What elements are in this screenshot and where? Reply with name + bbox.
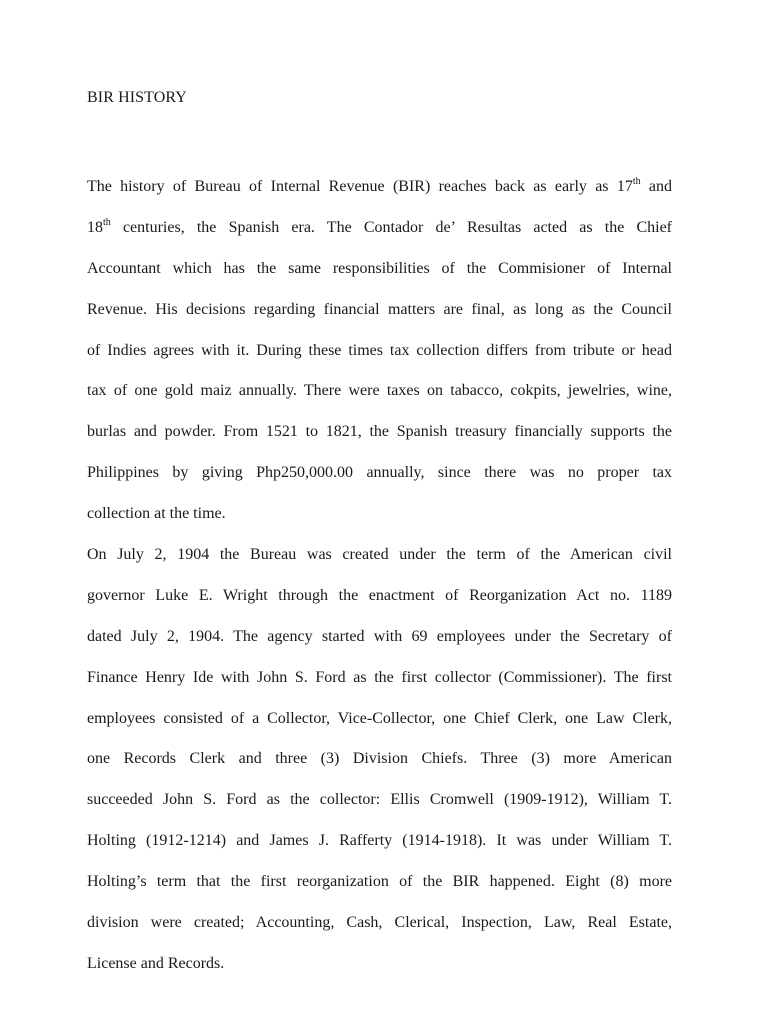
- text-line: dated July 2, 1904. The agency started with 69 employees under the Secretary of: [87, 627, 672, 645]
- text-line: collection at the time.: [87, 505, 226, 523]
- paragraph-american-era: [87, 535, 672, 985]
- text-line: Revenue. His decisions regarding financial matters are final, as long as the Council: [87, 300, 672, 318]
- text-line: tax of one gold maiz annually. There were taxes on tabacco, cokpits, jewelries, wine,: [87, 382, 672, 400]
- text-line: Holting’s term that the first reorganization of the BIR happened. Eight (8) more: [87, 873, 672, 891]
- document-title: BIR HISTORY: [87, 89, 187, 106]
- text-line: of Indies agrees with it. During these times tax collection differs from tribute or head: [87, 341, 672, 359]
- text-line: The history of Bureau of Internal Revenue (BIR) reaches back as early as 17th and: [87, 176, 673, 195]
- text-line: Finance Henry Ide with John S. Ford as the first collector (Commissioner). The first: [87, 668, 672, 686]
- text-line: Holting (1912-1214) and James J. Rafferty (1914-1918). It was under William T.: [87, 832, 672, 850]
- text-line: Accountant which has the same responsibilities of the Commisioner of Internal: [87, 259, 672, 277]
- paragraph-spanish-era: [87, 167, 672, 535]
- text-line: 18th centuries, the Spanish era. The Contador de’ Resultas acted as the Chief: [87, 216, 672, 236]
- text-line: License and Records.: [87, 954, 225, 972]
- superscript: th: [103, 216, 111, 228]
- text-line: one Records Clerk and three (3) Division Chiefs. Three (3) more American: [87, 750, 672, 768]
- document-body: [87, 167, 672, 985]
- text-line: succeeded John S. Ford as the collector: Ellis Cromwell (1909-1912), William T.: [87, 791, 672, 809]
- text-line: On July 2, 1904 the Bureau was created under the term of the American civil: [87, 546, 672, 564]
- text-line: Philippines by giving Php250,000.00 annually, since there was no proper tax: [87, 464, 672, 482]
- text-line: division were created; Accounting, Cash, Clerical, Inspection, Law, Real Estate,: [87, 914, 672, 932]
- text-line: governor Luke E. Wright through the enactment of Reorganization Act no. 1189: [87, 586, 672, 604]
- text-line: burlas and powder. From 1521 to 1821, the Spanish treasury financially supports the: [87, 423, 672, 441]
- superscript: th: [632, 176, 641, 187]
- text-line: employees consisted of a Collector, Vice-Collector, one Chief Clerk, one Law Clerk,: [87, 709, 672, 727]
